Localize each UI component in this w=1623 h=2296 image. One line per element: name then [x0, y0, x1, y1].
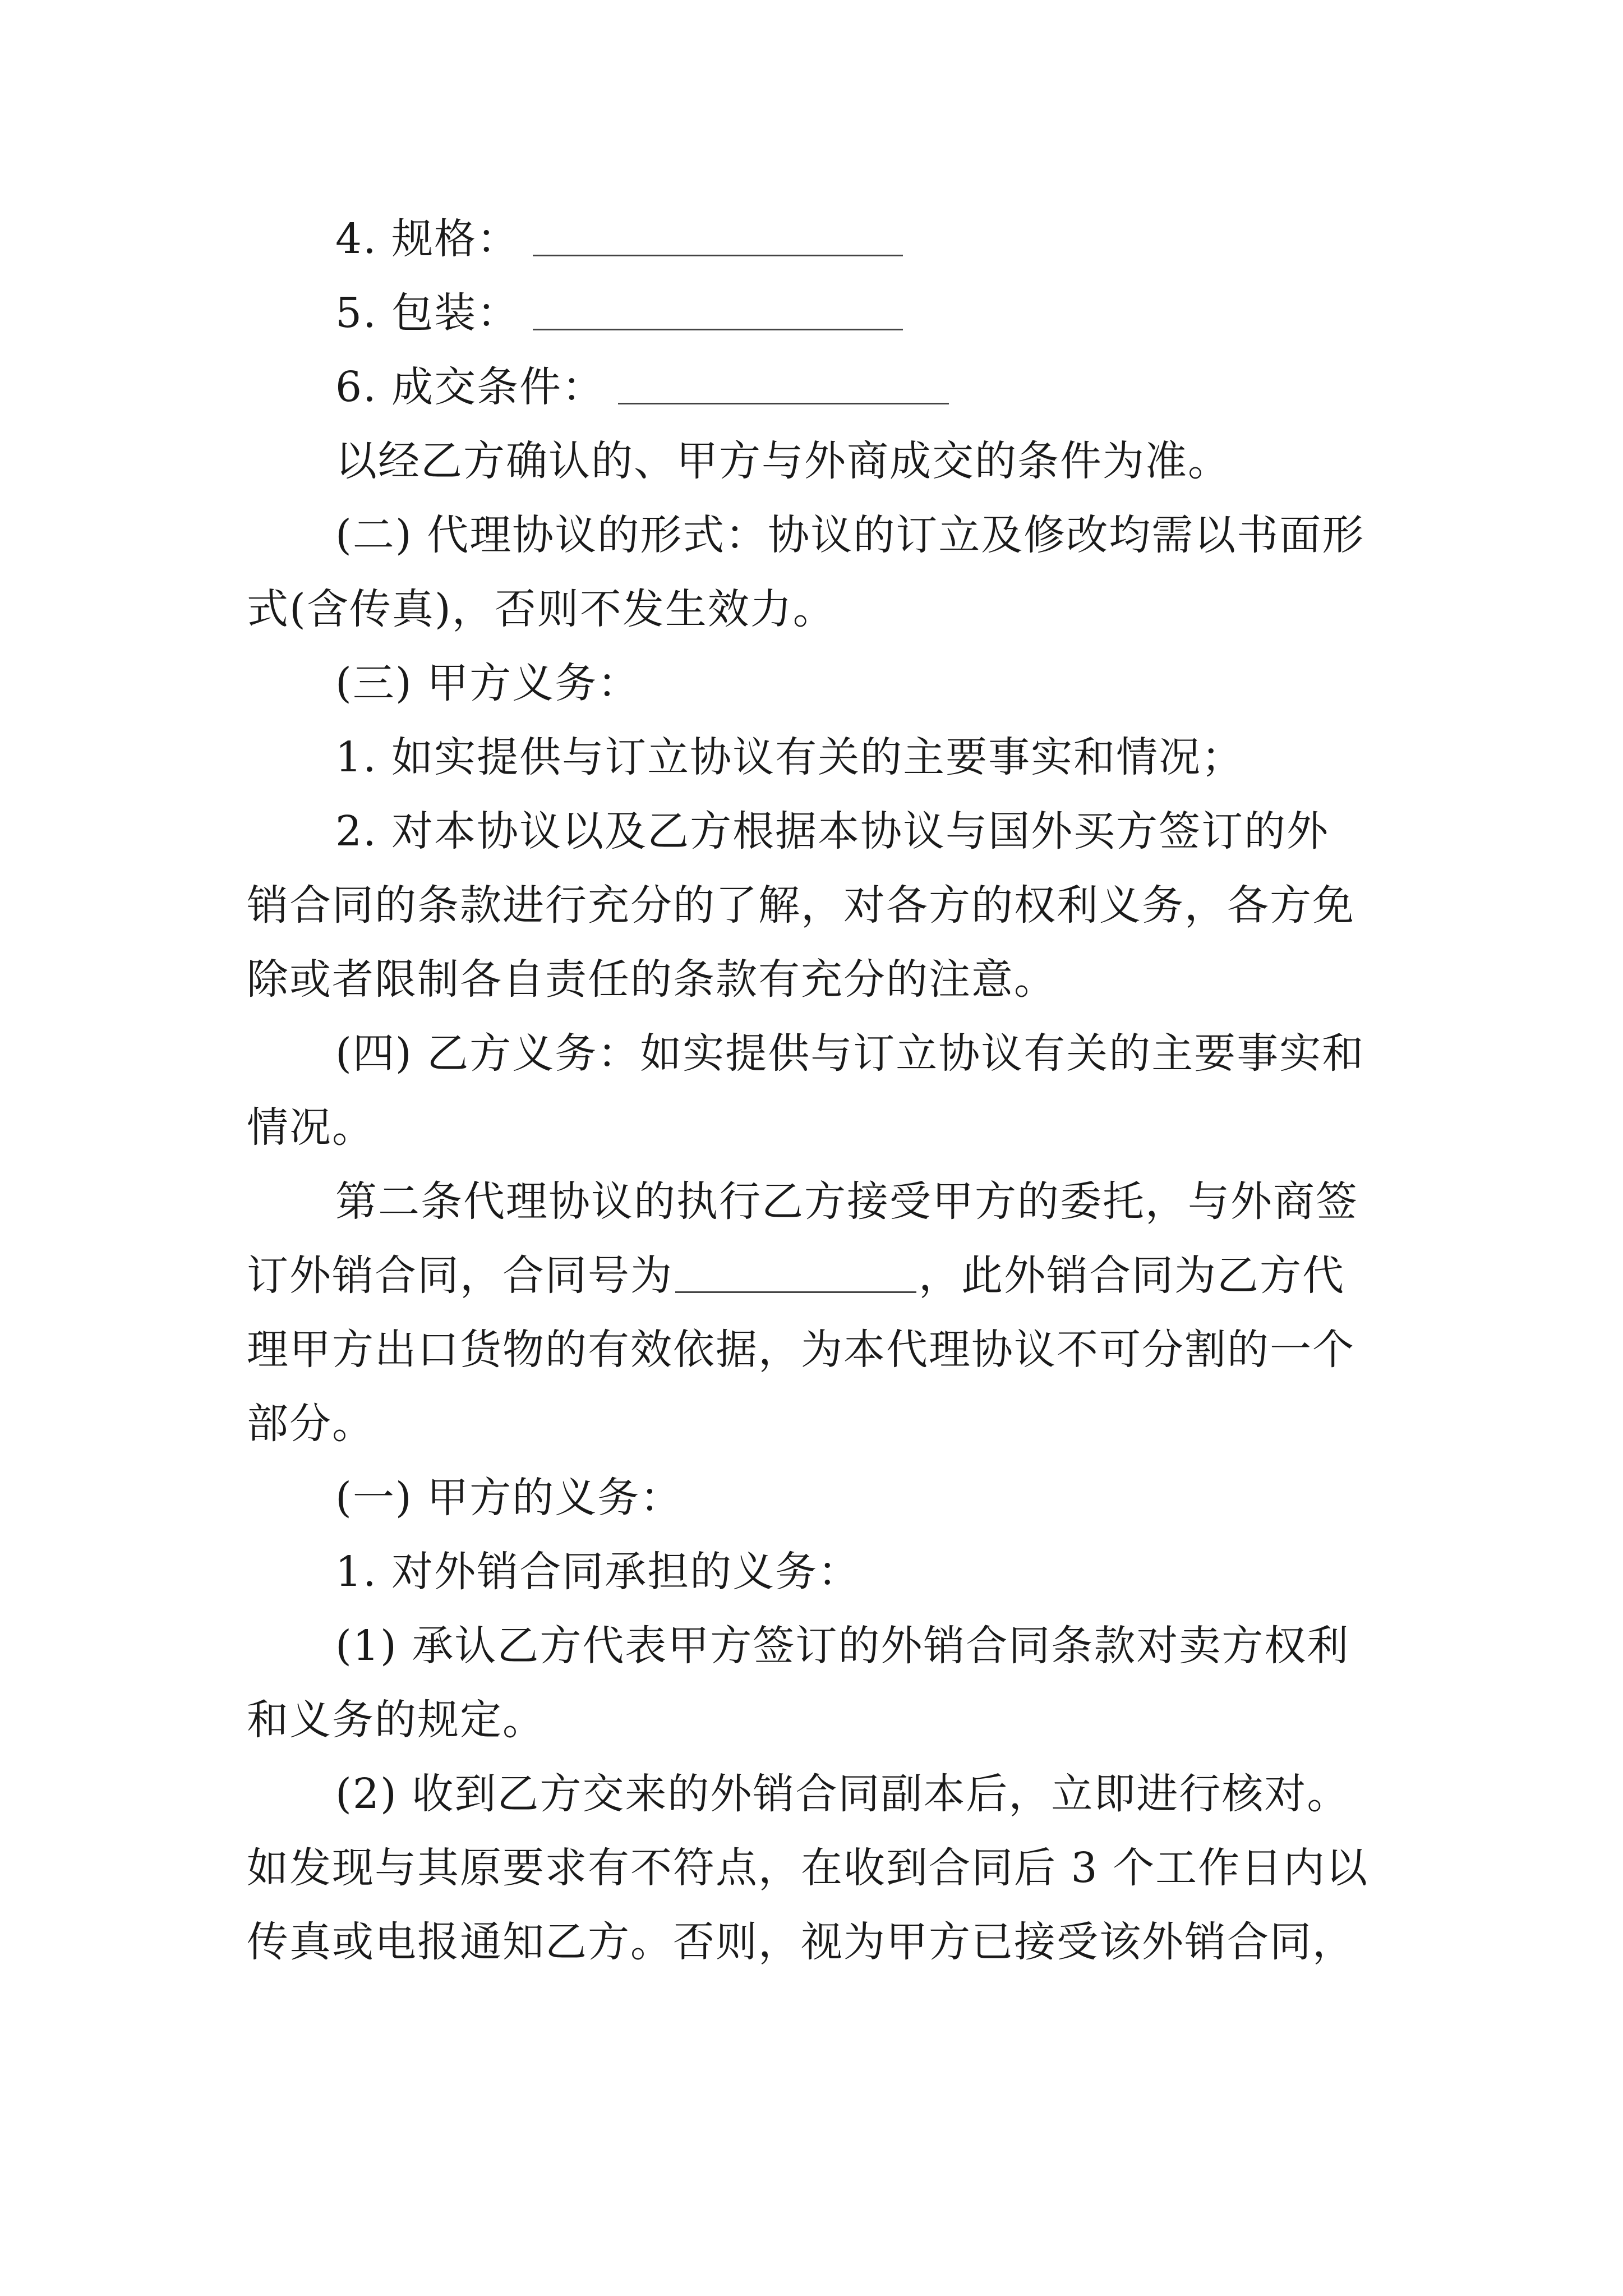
spec-line — [247, 202, 1391, 276]
paragraph-line: (一) 甲方的义务： — [335, 1474, 683, 1522]
spec-label: 4. 规格： — [335, 215, 520, 263]
paragraph-line: 第二条代理协议的执行乙方接受甲方的委托，与外商签 — [335, 1177, 1358, 1226]
paragraph-line: 除或者限制各自责任的条款有充分的注意。 — [247, 955, 1057, 1004]
deal-terms-label: 6. 成交条件： — [335, 363, 605, 411]
paragraph-line: 1. 如实提供与订立协议有关的主要事实和情况； — [335, 733, 1244, 781]
document-body — [247, 202, 1391, 1979]
paragraph-line: 理甲方出口货物的有效依据，为本代理协议不可分割的一个 — [247, 1326, 1355, 1374]
contract-number-blank — [675, 1258, 916, 1293]
spec-blank — [533, 221, 903, 256]
contract-number-line — [247, 1239, 1391, 1313]
paragraph-line: 如发现与其原要求有不符点，在收到合同后 3 个工作日内以 — [247, 1844, 1369, 1892]
paragraph-line: 式(含传真)，否则不发生效力。 — [247, 585, 836, 633]
packing-blank — [533, 295, 903, 330]
contract-number-text-before: 订外销合同，合同号为 — [247, 1251, 673, 1300]
paragraph-line: 部分。 — [247, 1400, 375, 1448]
paragraph-line: (1) 承认乙方代表甲方签订的外销合同条款对卖方权利 — [335, 1622, 1350, 1670]
deal-terms-line — [247, 350, 1391, 424]
paragraph-line: (四) 乙方义务：如实提供与订立协议有关的主要事实和 — [335, 1029, 1365, 1078]
paragraph-line: (二) 代理协议的形式：协议的订立及修改均需以书面形 — [335, 511, 1365, 559]
paragraph-line: (三) 甲方义务： — [335, 659, 640, 707]
paragraph-line: 2. 对本协议以及乙方根据本协议与国外买方签订的外 — [335, 807, 1330, 855]
packing-line — [247, 276, 1391, 350]
paragraph-line: 销合同的条款进行充分的了解，对各方的权利义务，各方免 — [247, 881, 1355, 930]
paragraph-line: (2) 收到乙方交来的外销合同副本后，立即进行核对。 — [335, 1770, 1350, 1818]
paragraph-line: 和义务的规定。 — [247, 1696, 545, 1744]
paragraph-line: 1. 对外销合同承担的义务： — [335, 1548, 861, 1596]
paragraph-line: 以经乙方确认的、甲方与外商成交的条件为准。 — [335, 437, 1230, 485]
packing-label: 5. 包装： — [335, 289, 520, 337]
deal-terms-blank — [618, 369, 949, 404]
contract-number-text-after: ，此外销合同为乙方代 — [919, 1251, 1345, 1300]
paragraph-line: 传真或电报通知乙方。否则，视为甲方已接受该外销合同， — [247, 1918, 1355, 1966]
paragraph-line: 情况。 — [247, 1103, 375, 1152]
